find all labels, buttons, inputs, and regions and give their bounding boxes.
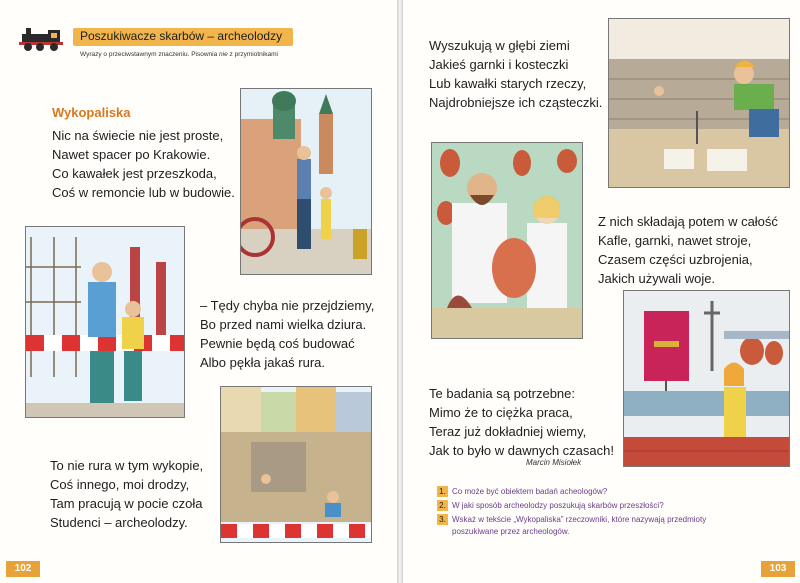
question-3: 3. Wskaż w tekście „Wykopaliska” rzeczowniki, które nazywają przedmioty bbox=[437, 514, 706, 525]
poem-line: Nawet spacer po Krakowie. bbox=[52, 147, 211, 162]
stanza-6 bbox=[429, 384, 614, 460]
poem-line: Te badania są potrzebne: bbox=[429, 386, 575, 401]
poem-line: Jakieś garnki i kosteczki bbox=[429, 57, 569, 72]
chapter-subtitle: Wyrazy o przeciwstawnym znaczeniu. Pisownia nie z przymiotnikami bbox=[80, 51, 278, 58]
chapter-title: Poszukiwacze skarbów – archeolodzy bbox=[80, 29, 283, 43]
poem-line: Coś w remoncie lub w budowie. bbox=[52, 185, 235, 200]
poem-line: Nic na świecie nie jest proste, bbox=[52, 128, 224, 143]
poem-line: Jak to było w dawnych czasach! bbox=[429, 443, 614, 458]
right-page bbox=[403, 0, 800, 583]
poem-line: Lub kawałki starych rzeczy, bbox=[429, 76, 587, 91]
poem-line: Mimo że to ciężka praca, bbox=[429, 405, 573, 420]
poem-title: Wykopaliska bbox=[52, 105, 131, 120]
stanza-2 bbox=[200, 296, 374, 372]
illustration-roadwork-barrier bbox=[25, 226, 185, 418]
chapter-header bbox=[18, 24, 288, 64]
question-3-continuation: poszukiwane przez archeologów. bbox=[452, 527, 570, 536]
poem-author: Marcin Misiołek bbox=[526, 458, 582, 467]
stanza-4 bbox=[429, 36, 602, 112]
poem-line: – Tędy chyba nie przejdziemy, bbox=[200, 298, 375, 313]
illustration-excavation-site bbox=[220, 386, 372, 543]
poem-line: Czasem części uzbrojenia, bbox=[598, 252, 753, 267]
stanza-5 bbox=[598, 212, 778, 288]
illustration-museum-exhibit bbox=[623, 290, 790, 467]
poem-line: Albo pękła jakaś rura. bbox=[200, 355, 326, 370]
locomotive-icon bbox=[18, 26, 70, 52]
poem-line: Kafle, garnki, nawet stroje, bbox=[598, 233, 752, 248]
page-number-left: 102 bbox=[6, 561, 40, 577]
poem-line: Z nich składają potem w całość bbox=[598, 214, 778, 229]
poem-line: Coś innego, moi drodzy, bbox=[50, 477, 190, 492]
poem-line: Co kawałek jest przeszkoda, bbox=[52, 166, 217, 181]
stanza-3 bbox=[50, 456, 203, 532]
illustration-krakow-street bbox=[240, 88, 372, 275]
poem-line: To nie rura w tym wykopie, bbox=[50, 458, 204, 473]
poem-line: Pewnie będą coś budować bbox=[200, 336, 355, 351]
poem-line: Bo przed nami wielka dziura. bbox=[200, 317, 367, 332]
question-2: 2. W jaki sposób archeolodzy poszukują skarbów przeszłości? bbox=[437, 500, 664, 511]
poem-line: Tam pracują w pocie czoła bbox=[50, 496, 203, 511]
poem-line: Teraz już dokładniej wiemy, bbox=[429, 424, 587, 439]
question-1: 1. Co może być obiektem badań acheologów? bbox=[437, 486, 607, 497]
illustration-lab-restorers bbox=[431, 142, 583, 339]
poem-line: Wyszukują w głębi ziemi bbox=[429, 38, 570, 53]
poem-line: Najdrobniejsze ich cząsteczki. bbox=[429, 95, 603, 110]
left-page bbox=[0, 0, 397, 583]
poem-line: Jakich używali woje. bbox=[598, 271, 716, 286]
page-number-right: 103 bbox=[761, 561, 795, 577]
poem-line: Studenci – archeolodzy. bbox=[50, 515, 188, 530]
stanza-1 bbox=[52, 126, 235, 202]
illustration-archaeologist-digging bbox=[608, 18, 790, 188]
